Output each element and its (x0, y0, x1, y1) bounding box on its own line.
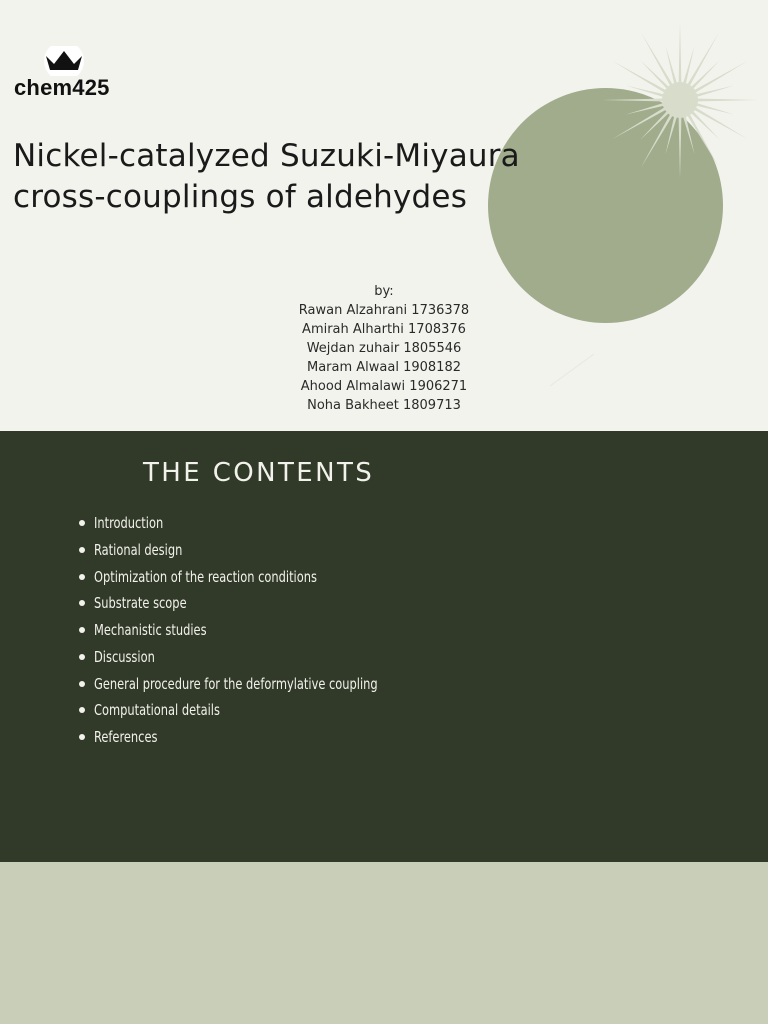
contents-item: References (76, 724, 440, 751)
contents-item: Optimization of the reaction conditions (76, 564, 440, 591)
starburst-ray (687, 32, 719, 86)
brand-name: chem425 (14, 75, 110, 100)
author-name: Maram Alwaal 1908182 (306, 360, 461, 375)
bullet-icon (79, 574, 85, 580)
bullet-icon (79, 547, 85, 553)
decorative-line (548, 352, 596, 388)
starburst-ray (687, 113, 719, 167)
contents-item: Mechanistic studies (76, 617, 440, 644)
starburst-ray (679, 22, 682, 84)
page-title (13, 136, 653, 218)
contents-item: Substrate scope (76, 590, 440, 617)
brand-logo (14, 40, 154, 102)
starburst-ray (612, 61, 666, 93)
contents-item: General procedure for the deformylative coupling (76, 671, 440, 698)
bullet-icon (79, 681, 85, 687)
contents-item: Introduction (76, 510, 440, 537)
starburst-ray (679, 116, 682, 178)
author-name: Amirah Alharthi 1708376 (302, 322, 466, 337)
title-line-2: cross-couplings of aldehydes (13, 179, 468, 215)
contents-list (76, 510, 440, 751)
author-name: Wejdan zuhair 1805546 (306, 341, 462, 356)
bullet-icon (79, 627, 85, 633)
bullet-icon (79, 654, 85, 660)
author-name: Ahood Almalawi 1906271 (300, 379, 468, 394)
authors-block (234, 282, 534, 415)
authors-by-label: by: (374, 284, 394, 299)
starburst-ray (693, 61, 747, 93)
contents-item: Discussion (76, 644, 440, 671)
starburst-ray (693, 107, 747, 139)
footer-band (0, 862, 768, 1024)
starburst-ray (612, 107, 666, 139)
cover-section (0, 0, 768, 431)
bullet-icon (79, 600, 85, 606)
bullet-icon (79, 707, 85, 713)
starburst-ray (641, 32, 673, 86)
starburst-ray (602, 99, 664, 102)
bullet-icon (79, 734, 85, 740)
author-name: Rawan Alzahrani 1736378 (298, 303, 470, 318)
contents-heading: THE CONTENTS (143, 458, 375, 488)
contents-item: Rational design (76, 537, 440, 564)
author-name: Noha Bakheet 1809713 (307, 398, 461, 413)
title-line-1: Nickel-catalyzed Suzuki-Miyaura (13, 138, 520, 174)
bullet-icon (79, 520, 85, 526)
starburst-ray (696, 99, 758, 102)
contents-item: Computational details (76, 697, 440, 724)
crown-icon (42, 46, 86, 76)
contents-section (0, 431, 768, 862)
